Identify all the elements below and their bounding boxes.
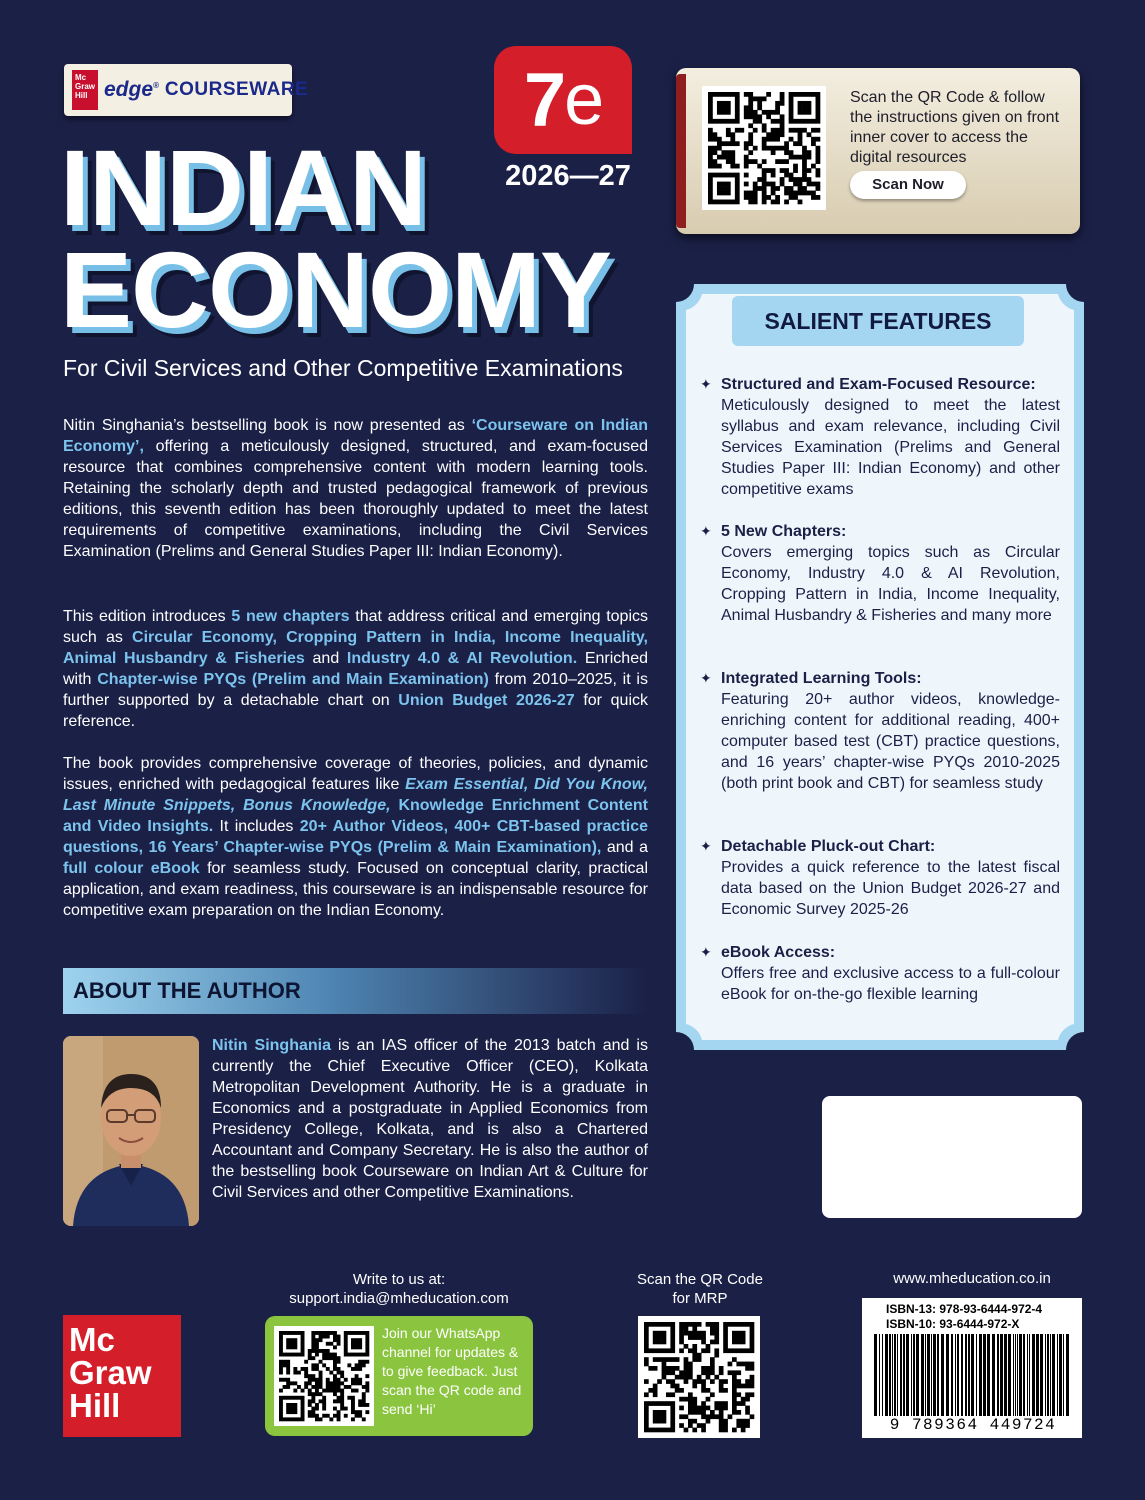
website-url[interactable]: www.mheducation.co.in <box>893 1270 1051 1287</box>
coverage-paragraph: The book provides comprehensive coverage of theories, policies, and dynamic issues, enriched with pedagogical features like Exam Essential, Did You Know, Last Minute Snippets, Bonus Knowledge, Knowledge Enrichment Content and Video Insights. It includes 20+ Author Videos, 400+ CBT-based practice questions, 16 Years’ Chapter-wise PYQs (Prelim & Main Examination), and a full colour eBook for seamless study. Focused on conceptual clarity, practical application, and exam readiness, this courseware is an indispensable resource for competitive exam preparation on the Indian Economy. <box>63 755 649 919</box>
qr-card-instructions: Scan the QR Code & follow the instructions given on front inner cover to access the digital resources <box>850 89 1060 166</box>
feature-body: Covers emerging topics such as Circular Economy, Industry 4.0 & AI Revolution, Cropping Pattern in India, Income Inequality, Animal Husbandry & Fisheries and many more <box>721 544 1060 624</box>
isbn-10: ISBN-10: 93-6444-972-X <box>886 1317 1020 1331</box>
sparkle-icon: ✦ <box>700 376 712 392</box>
book-subtitle: For Civil Services and Other Competitive Examinations <box>63 355 623 381</box>
feature-body: Meticulously designed to meet the latest syllabus and exam relevance, including Civil Services Examination (Prelims and General Studies Paper III: Indian Economy) and other competitive exams <box>721 397 1060 498</box>
edge-wordmark: edge® <box>104 78 159 101</box>
feature-title: Structured and Exam-Focused Resource: <box>721 376 1036 393</box>
support-email[interactable]: support.india@mheducation.com <box>289 1290 509 1307</box>
mrp-label-line2: for MRP <box>672 1290 728 1307</box>
author-portrait-icon <box>63 1036 199 1226</box>
intro-paragraph: Nitin Singhania’s bestselling book is now presented as ‘Courseware on Indian Economy’, offering a meticulously designed, structured, and exam-focused resource that combines comprehensive content with modern learning tools. Retaining the scholarly depth and trusted pedagogical framework of previous editions, this seventh edition has been thoroughly updated to meet the latest requirements of competitive examinations, including the Civil Services Examination (Prelims and General Studies Paper III: Indian Economy). <box>63 417 648 560</box>
whatsapp-instructions: Join our WhatsApp channel for updates & to give feedback. Just scan the QR code and send ‘Hi’ <box>382 1325 522 1417</box>
contact-block <box>272 1270 526 1308</box>
feature-body: Provides a quick reference to the latest fiscal data based on the Union Budget 2026-27 and Economic Survey 2025-26 <box>721 859 1060 918</box>
logo-line-mc: Mc <box>69 1321 115 1358</box>
price-sticker-area <box>822 1096 1082 1218</box>
isbn-13: ISBN-13: 978-93-6444-972-4 <box>886 1302 1043 1316</box>
feature-item <box>700 521 1060 626</box>
feature-title: Integrated Learning Tools: <box>721 670 922 687</box>
sparkle-icon: ✦ <box>700 670 712 686</box>
mrp-qr-label <box>610 1270 790 1308</box>
edition-letter: e <box>564 60 603 140</box>
mcgraw-hill-logo <box>63 1315 181 1437</box>
mcgraw-hill-mini-logo: Mc Graw Hill <box>72 70 98 110</box>
about-author-heading: ABOUT THE AUTHOR <box>63 968 648 1014</box>
feature-item <box>700 668 1060 794</box>
qr-code-digital-resources[interactable] <box>702 86 826 210</box>
sparkle-icon: ✦ <box>700 838 712 854</box>
qr-code-whatsapp[interactable] <box>274 1326 374 1426</box>
feature-body: Offers free and exclusive access to a full-colour eBook for on-the-go flexible learning <box>721 965 1060 1003</box>
logo-line-hill: Hill <box>69 1387 121 1424</box>
feature-item <box>700 836 1060 920</box>
logo-line-graw: Graw <box>69 1354 152 1391</box>
feature-title: Detachable Pluck-out Chart: <box>721 838 936 855</box>
new-chapters-paragraph: This edition introduces 5 new chapters that address critical and emerging topics such as Circular Economy, Cropping Pattern in India, Income Inequality, Animal Husbandry & Fisheries and Industry 4.0 & AI Revolution. Enriched with Chapter-wise PYQs (Prelim and Main Examination) from 2010–2025, it is further supported by a detachable chart on Union Budget 2026-27 for quick reference. <box>63 608 649 730</box>
feature-body: Featuring 20+ author videos, knowledge-enriching content for additional reading, 400+ computer based test (CBT) practice questions, and 16 years’ chapter-wise PYQs 2010-2025 (both print book and CBT) for seamless study <box>721 691 1060 792</box>
author-bio: Nitin Singhania is an IAS officer of the 2013 batch and is currently the Chief Executive Officer (CEO), Kolkata Metropolitan Development Authority. He is a graduate in Economics and a postgraduate in Applied Economics from Presidency College, Kolkata, and is also a Chartered Accountant and Company Secretary. He is also the author of the bestselling book Courseware on Indian Art & Culture for Civil Services and other Competitive Examinations. <box>212 1037 648 1201</box>
feature-item <box>700 942 1060 1005</box>
write-to-us-label: Write to us at: <box>352 1271 446 1288</box>
barcode-icon <box>872 1334 1072 1416</box>
edition-badge <box>494 46 632 154</box>
author-photo <box>63 1036 199 1226</box>
edition-years: 2026—27 <box>505 160 631 192</box>
sparkle-icon: ✦ <box>700 944 712 960</box>
qr-code-mrp[interactable] <box>638 1316 760 1438</box>
qr-pattern-icon <box>702 86 826 210</box>
scan-now-button[interactable]: Scan Now <box>850 171 966 199</box>
courseware-wordmark: COURSEWARE <box>164 79 309 100</box>
barcode-digits: 9 789364 449724 <box>889 1416 1057 1434</box>
feature-title: eBook Access: <box>721 944 836 961</box>
feature-title: 5 New Chapters: <box>721 523 847 540</box>
sparkle-icon: ✦ <box>700 523 712 539</box>
mrp-label-line1: Scan the QR Code <box>637 1271 763 1288</box>
book-title-line1: INDIAN <box>60 127 426 248</box>
card-ribbon <box>676 74 686 228</box>
book-title-line2: ECONOMY <box>60 229 612 350</box>
edition-number: 7 <box>523 57 565 143</box>
feature-item <box>700 374 1060 500</box>
qr-pattern-icon <box>274 1326 374 1426</box>
courseware-badge <box>64 64 309 116</box>
salient-features-heading: SALIENT FEATURES <box>732 296 1024 346</box>
qr-pattern-icon <box>638 1316 760 1438</box>
